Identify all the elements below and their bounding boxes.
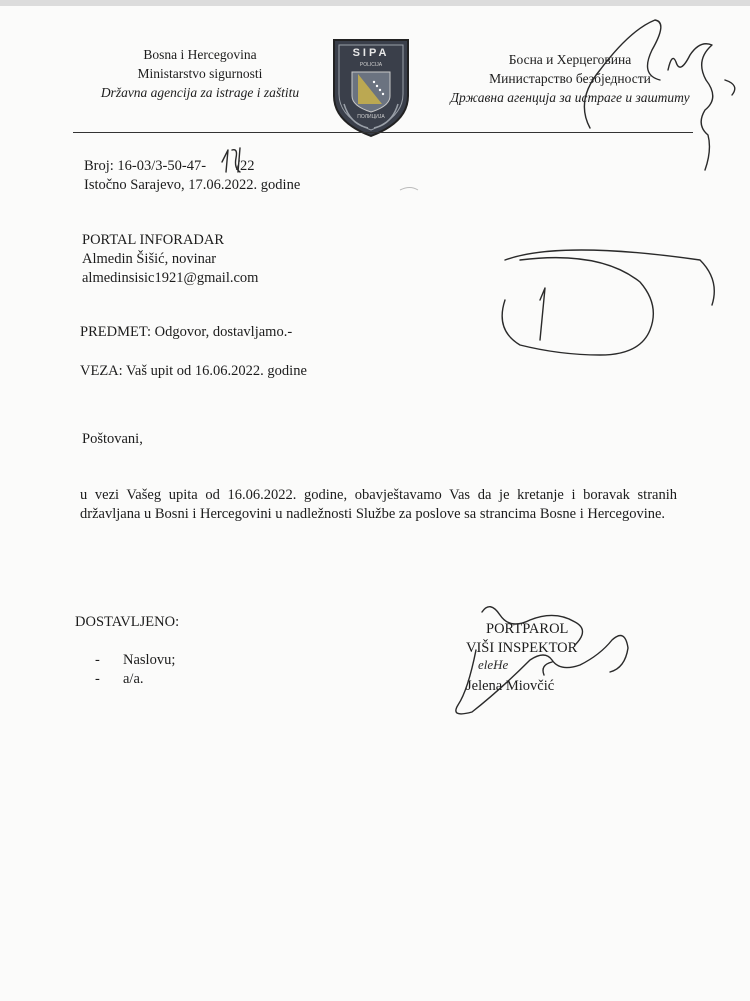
header-right-agency: Државна агенција за истраге и заштиту [450, 90, 690, 105]
recipient-email: almedinsisic1921@gmail.com [82, 270, 259, 286]
header-left-country: Bosna i Hercegovina [143, 47, 257, 62]
signatory-rank: VIŠI INSPEKTOR [466, 640, 578, 656]
badge-text-cyrillic: ПОЛИЦИЈА [357, 114, 385, 120]
header-right-country: Босна и Херцеговина [508, 52, 632, 67]
header-left-agency: Državna agencija za istrage i zaštitu [100, 85, 300, 100]
sipa-badge-icon [330, 34, 412, 138]
header-right-ministry: Министарство безбједности [489, 71, 651, 86]
header-left [85, 45, 315, 102]
header-divider [73, 132, 693, 133]
delivered-item-text: a/a. [123, 671, 144, 687]
reference-number-prefix: Broj: 16-03/3-50-47- [84, 158, 207, 174]
scan-speck [400, 188, 418, 191]
header-right [440, 50, 700, 107]
signatory-title: PORTPAROL [486, 621, 569, 637]
delivered-item: - Naslovu; [95, 652, 176, 668]
greeting: Poštovani, [82, 431, 143, 447]
delivered-title: DOSTAVLJENO: [75, 614, 180, 630]
scan-top-edge [0, 0, 750, 6]
approval-signature-icon [502, 250, 714, 355]
signatory-name: Jelena Miovčić [466, 678, 555, 694]
header-left-ministry: Ministarstvo sigurnosti [137, 66, 263, 81]
recipient-name: PORTAL INFORADAR [82, 232, 225, 248]
delivered-item-text: Naslovu; [123, 652, 176, 668]
badge-top-text: SIPA [352, 47, 390, 59]
reference-number-suffix: /22 [236, 158, 255, 174]
subject-line: PREDMET: Odgovor, dostavljamo.- [80, 324, 293, 340]
signatory-handwritten-initials: eleHe [478, 657, 509, 672]
reference-number [84, 157, 255, 176]
recipient-person: Almedin Šišić, novinar [82, 251, 217, 267]
body-paragraph: u vezi Vašeg upita od 16.06.2022. godine, obavještavamo Vas da je kretanje i boravak stranih državljana u Bosni i Hercegovini u nadležnosti Službe za poslove sa strancima Bosne i Hercegovine. [80, 487, 677, 522]
badge-text-latin: POLICIJA [359, 62, 383, 68]
place-and-date: Istočno Sarajevo, 17.06.2022. godine [84, 177, 301, 193]
delivered-item: - a/a. [95, 671, 144, 687]
reference-link-line: VEZA: Vaš upit od 16.06.2022. godine [80, 363, 307, 379]
